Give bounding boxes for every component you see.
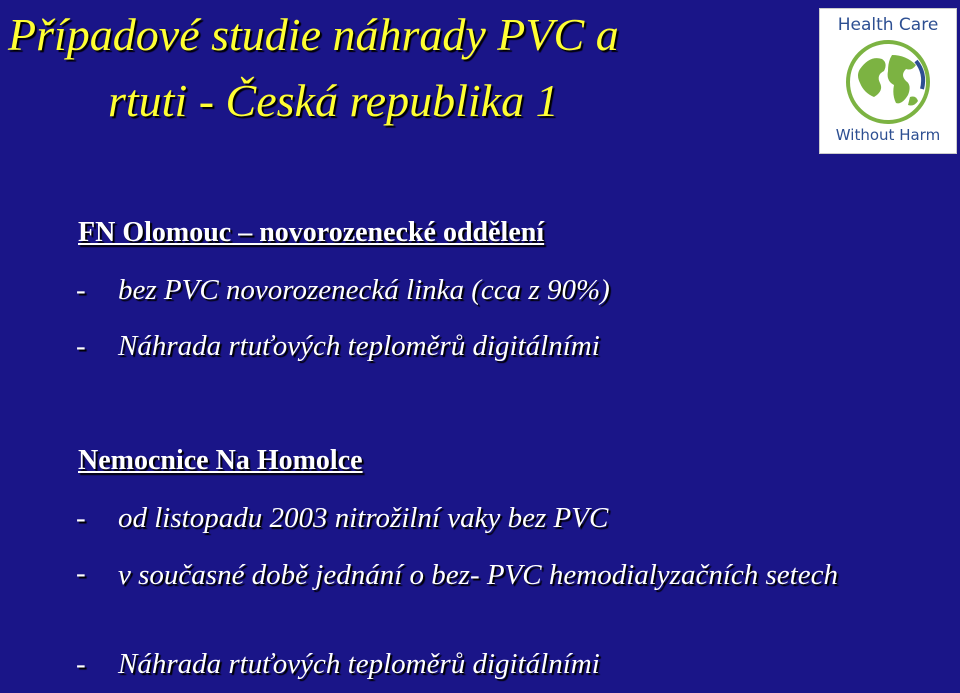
slide-title bbox=[8, 2, 808, 134]
list-item-text: Náhrada rtuťových teploměrů digitálními bbox=[118, 330, 600, 362]
logo-bottom-text: Without Harm bbox=[835, 126, 941, 144]
list-item-text: Náhrada rtuťových teploměrů digitálními bbox=[118, 648, 600, 680]
bullet-dash: - bbox=[76, 274, 86, 306]
list-item-text: bez PVC novorozenecká linka (cca z 90%) bbox=[118, 274, 610, 306]
list-item-text: v současné době jednání o bez- PVC hemodialyzačních setech bbox=[118, 559, 838, 591]
bullet-dash: - bbox=[76, 648, 86, 680]
logo-top-text: Health Care bbox=[837, 15, 939, 35]
bullet-dash: - bbox=[76, 557, 86, 589]
section-heading-homolka: Nemocnice Na Homolce bbox=[78, 445, 363, 476]
section-heading-olomouc: FN Olomouc – novorozenecké oddělení bbox=[78, 217, 545, 248]
bullet-dash: - bbox=[76, 502, 86, 534]
health-care-without-harm-logo bbox=[819, 8, 957, 154]
bullet-dash: - bbox=[76, 330, 86, 362]
title-line-1: Případové studie náhrady PVC a bbox=[8, 9, 619, 60]
list-item-text: od listopadu 2003 nitrožilní vaky bez PVC bbox=[118, 502, 609, 534]
globe-icon bbox=[838, 39, 938, 125]
title-line-2: rtuti - Česká republika 1 bbox=[108, 75, 559, 126]
